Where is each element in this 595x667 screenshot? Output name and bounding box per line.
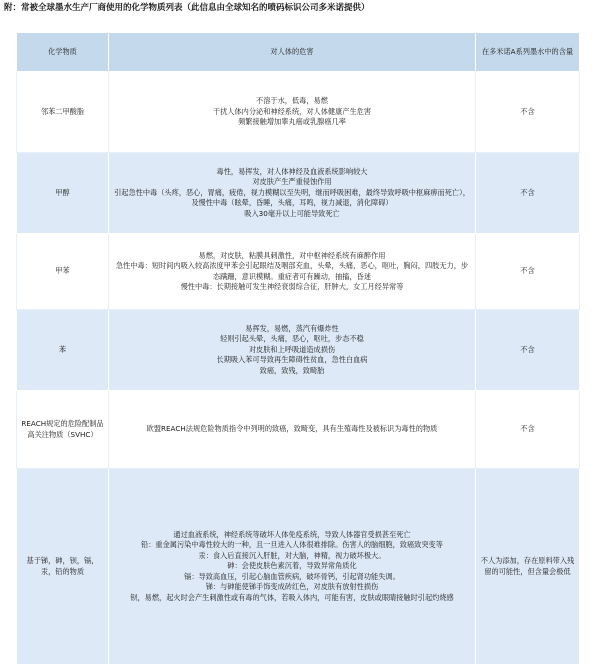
table-row bbox=[17, 234, 580, 310]
hazard-line: 砷：会使皮肤色素沉着，导致异常角质化 bbox=[227, 561, 357, 571]
hazard-line: 毒性，易挥发，对人体神经及血液系统影响较大 bbox=[216, 166, 368, 176]
table-row bbox=[17, 72, 580, 153]
substance-name: 苯 bbox=[17, 310, 109, 391]
hazard-line: 易挥发，易燃，蒸汽有爆炸性 bbox=[245, 323, 339, 333]
content-value: 不人为添加，存在原料带入残留的可能性，但含量会极低 bbox=[476, 469, 580, 665]
table-row bbox=[17, 469, 580, 665]
hazard-line: 钡，易燃，起火时会产生刺激性或有毒的气体，若吸入体内，可能有害，皮肤或眼睛接触时引起灼烧感 bbox=[130, 592, 454, 602]
table-row bbox=[17, 310, 580, 391]
table-row bbox=[17, 153, 580, 234]
hazard-line: 不溶于水，低毒，易燃 bbox=[256, 96, 328, 106]
substance-name: 邻苯二甲酸脂 bbox=[17, 72, 109, 153]
content-value: 不含 bbox=[476, 391, 580, 469]
header-substance: 化学物质 bbox=[17, 33, 109, 72]
hazard-line: 对皮肤产生严重侵蚀作用 bbox=[252, 177, 332, 187]
hazard-description bbox=[109, 72, 476, 153]
chemical-substance-table bbox=[16, 32, 580, 665]
content-value: 不含 bbox=[476, 72, 580, 153]
hazard-line: 镉：导致高血压，引起心脑血管疾病，破坏骨钙，引起肾功能失调。 bbox=[184, 571, 400, 581]
hazard-line: 吸入30毫升以上可能导致死亡 bbox=[244, 208, 340, 218]
header-content: 在多米诺A系列墨水中的含量 bbox=[476, 33, 580, 72]
substance-name: 基于锑，砷，钡，镉，汞，铅的物质 bbox=[17, 469, 109, 665]
substance-name: 甲苯 bbox=[17, 234, 109, 310]
hazard-line: 慢性中毒：长期接触可发生神经衰弱综合征，肝肿大，女工月经异常等 bbox=[180, 281, 404, 291]
hazard-description bbox=[109, 310, 476, 391]
hazard-line: 汞：食入后直接沉入肝脏，对大脑，神精，视力破坏极大。 bbox=[198, 550, 386, 560]
hazard-description bbox=[109, 153, 476, 234]
table-caption: 附：常被全球墨水生产厂商使用的化学物质列表（此信息由全球知名的喷码标识公司多米诺提供） bbox=[4, 3, 370, 13]
table-header-row bbox=[17, 33, 580, 72]
header-hazard: 对人体的危害 bbox=[109, 33, 476, 72]
content-value: 不含 bbox=[476, 153, 580, 234]
hazard-line: 锑：与砷能使锑手饰变成砖红色，对皮肤有放射性损伤 bbox=[205, 582, 379, 592]
hazard-line: 轻则引起头晕，头痛，恶心，呕吐，步态不稳 bbox=[220, 334, 364, 344]
hazard-line: 通过血液系统，神经系统等破坏人体免疫系统，导致人体器官受损甚至死亡 bbox=[173, 530, 411, 540]
hazard-description bbox=[109, 391, 476, 469]
hazard-line: 易燃，对皮肤，粘膜具刺激性，对中枢神经系统有麻醉作用 bbox=[198, 250, 386, 260]
hazard-line: 引起急性中毒（头疼，恶心，胃痛，疲倦，视力模糊以至失明，继而呼吸困难，最终导致呼吸中枢麻痹而死亡），及慢性中毒（眩晕，昏睡，头痛，耳鸣，视力减退，消化障碍） bbox=[114, 187, 470, 208]
hazard-description bbox=[109, 234, 476, 310]
hazard-line: 对皮肤和上呼吸道造成损伤 bbox=[248, 344, 336, 354]
hazard-line: 铅：重金属污染中毒性较大的一种，且一旦进入人体很难排除。伤害人的脑细胞，致癌致突变等 bbox=[141, 540, 443, 550]
hazard-line: 干扰人体内分泌和神经系统，对人体健康产生危害 bbox=[212, 106, 372, 116]
substance-name: REACH规定的危险配制品高关注物质（SVHC） bbox=[17, 391, 109, 469]
hazard-line: 频繁接触增加睾丸癌或乳腺癌几率 bbox=[238, 117, 346, 127]
hazard-line: 急性中毒：短时间内吸入较高浓度甲苯会引起眼结及咽部充血，头晕，头痛，恶心，呕吐，胸闷，四肢无力，步态蹒跚，意识模糊。重症者可有躁动，抽搐，昏迷 bbox=[115, 261, 469, 281]
content-value: 不含 bbox=[476, 310, 580, 391]
hazard-line: 欧盟REACH法规危险物质指令中列明的致癌，致畸变，具有生殖毒性及被标识为毒性的物质 bbox=[146, 424, 438, 434]
substance-name: 甲醇 bbox=[17, 153, 109, 234]
hazard-description bbox=[109, 469, 476, 665]
hazard-line: 致癌，致残，致畸胎 bbox=[259, 365, 325, 375]
table-row bbox=[17, 391, 580, 469]
hazard-line: 长期吸入苯可导致再生障碍性贫血，急性白血病 bbox=[216, 355, 368, 365]
content-value: 不含 bbox=[476, 234, 580, 310]
